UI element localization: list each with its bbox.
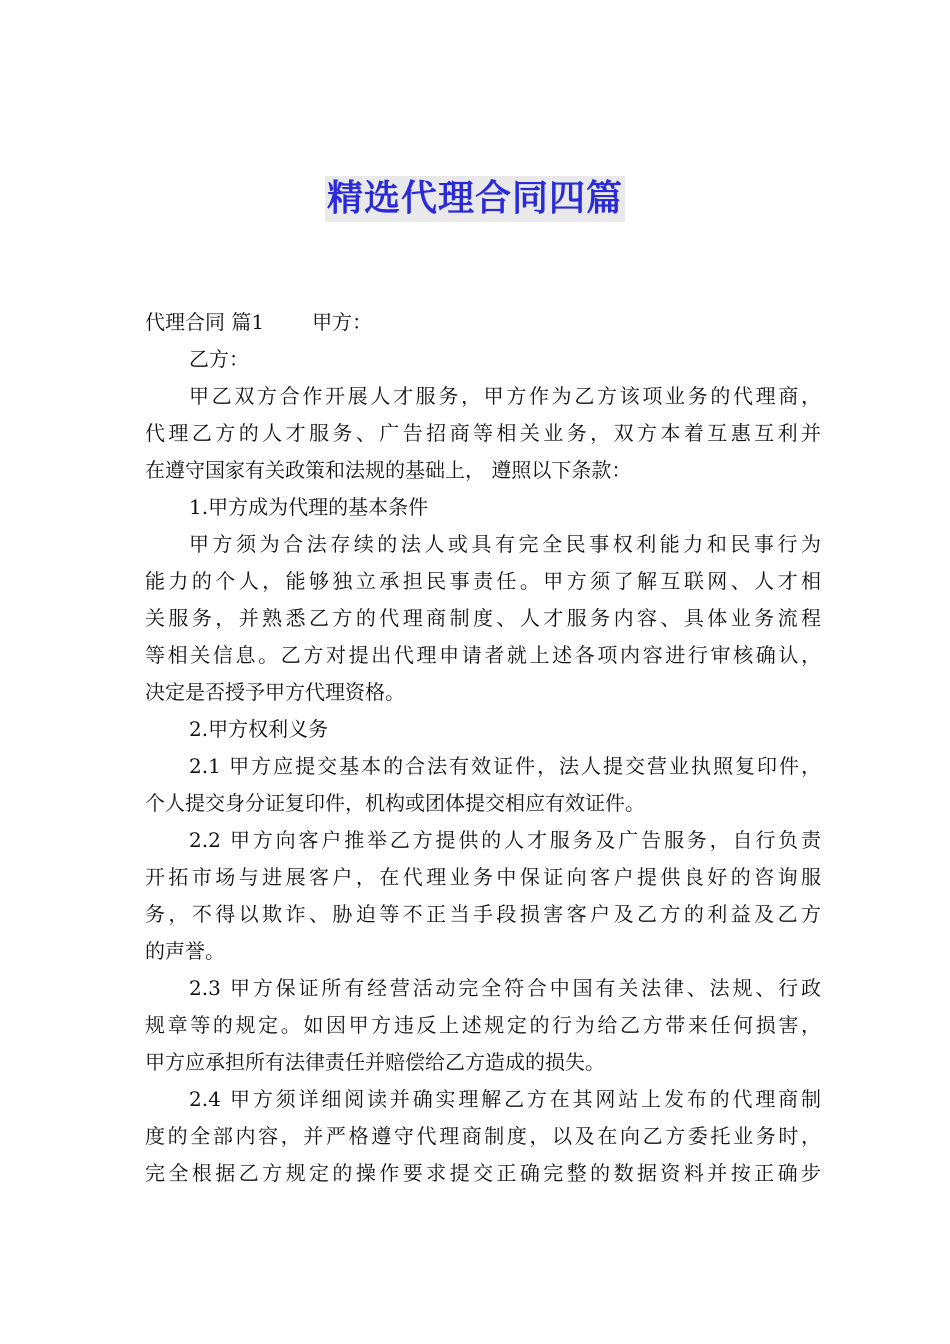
text-line: 乙方： bbox=[189, 347, 249, 371]
text-line: 甲方须为合法存续的法人或具有完全民事权利能力和民事行为 bbox=[189, 532, 821, 556]
document-body bbox=[145, 304, 821, 1192]
text-line: 等相关信息。乙方对提出代理申请者就上述各项内容进行审核确认， bbox=[145, 643, 821, 667]
title-block bbox=[0, 176, 950, 222]
party-a-label: 甲方： bbox=[312, 310, 373, 334]
text-line: 决定是否授予甲方代理资格。 bbox=[145, 680, 405, 704]
text-line: 能力的个人，能够独立承担民事责任。甲方须了解互联网、人才相 bbox=[145, 569, 821, 593]
text-line: 度的全部内容，并严格遵守代理商制度，以及在向乙方委托业务时， bbox=[145, 1124, 821, 1148]
text-line: 代理乙方的人才服务、广告招商等相关业务，双方本着互惠互利并 bbox=[145, 421, 821, 445]
text-line: 规章等的规定。如因甲方违反上述规定的行为给乙方带来任何损害， bbox=[145, 1013, 821, 1037]
text-line: 甲方应承担所有法律责任并赔偿给乙方造成的损失。 bbox=[145, 1050, 605, 1074]
text-line: 完全根据乙方规定的操作要求提交正确完整的数据资料并按正确步 bbox=[145, 1161, 821, 1185]
text-line: 甲乙双方合作开展人才服务，甲方作为乙方该项业务的代理商， bbox=[189, 384, 821, 408]
text-line: 2.甲方权利义务 bbox=[189, 717, 329, 741]
text-line: 2.2 甲方向客户推举乙方提供的人才服务及广告服务，自行负责 bbox=[189, 828, 821, 852]
text-line: 务，不得以欺诈、胁迫等不正当手段损害客户及乙方的利益及乙方 bbox=[145, 902, 821, 926]
text-line: 1.甲方成为代理的基本条件 bbox=[189, 495, 429, 519]
text-line: 2.4 甲方须详细阅读并确实理解乙方在其网站上发布的代理商制 bbox=[189, 1087, 821, 1111]
text-line: 开拓市场与进展客户，在代理业务中保证向客户提供良好的咨询服 bbox=[145, 865, 821, 889]
document-title: 精选代理合同四篇 bbox=[325, 176, 625, 222]
text-line: 在遵守国家有关政策和法规的基础上， 遵照以下条款： bbox=[145, 458, 632, 482]
paragraph-lines bbox=[145, 341, 821, 1192]
text-line: 2.1 甲方应提交基本的合法有效证件，法人提交营业执照复印件， bbox=[189, 754, 821, 778]
text-line: 关服务，并熟悉乙方的代理商制度、人才服务内容、具体业务流程 bbox=[145, 606, 821, 630]
text-line: 个人提交身分证复印件，机构或团体提交相应有效证件。 bbox=[145, 791, 645, 815]
section-heading: 代理合同 篇1 bbox=[145, 310, 265, 334]
text-line: 的声誉。 bbox=[145, 939, 225, 963]
header-line bbox=[145, 304, 821, 341]
text-line: 2.3 甲方保证所有经营活动完全符合中国有关法律、法规、行政 bbox=[189, 976, 821, 1000]
